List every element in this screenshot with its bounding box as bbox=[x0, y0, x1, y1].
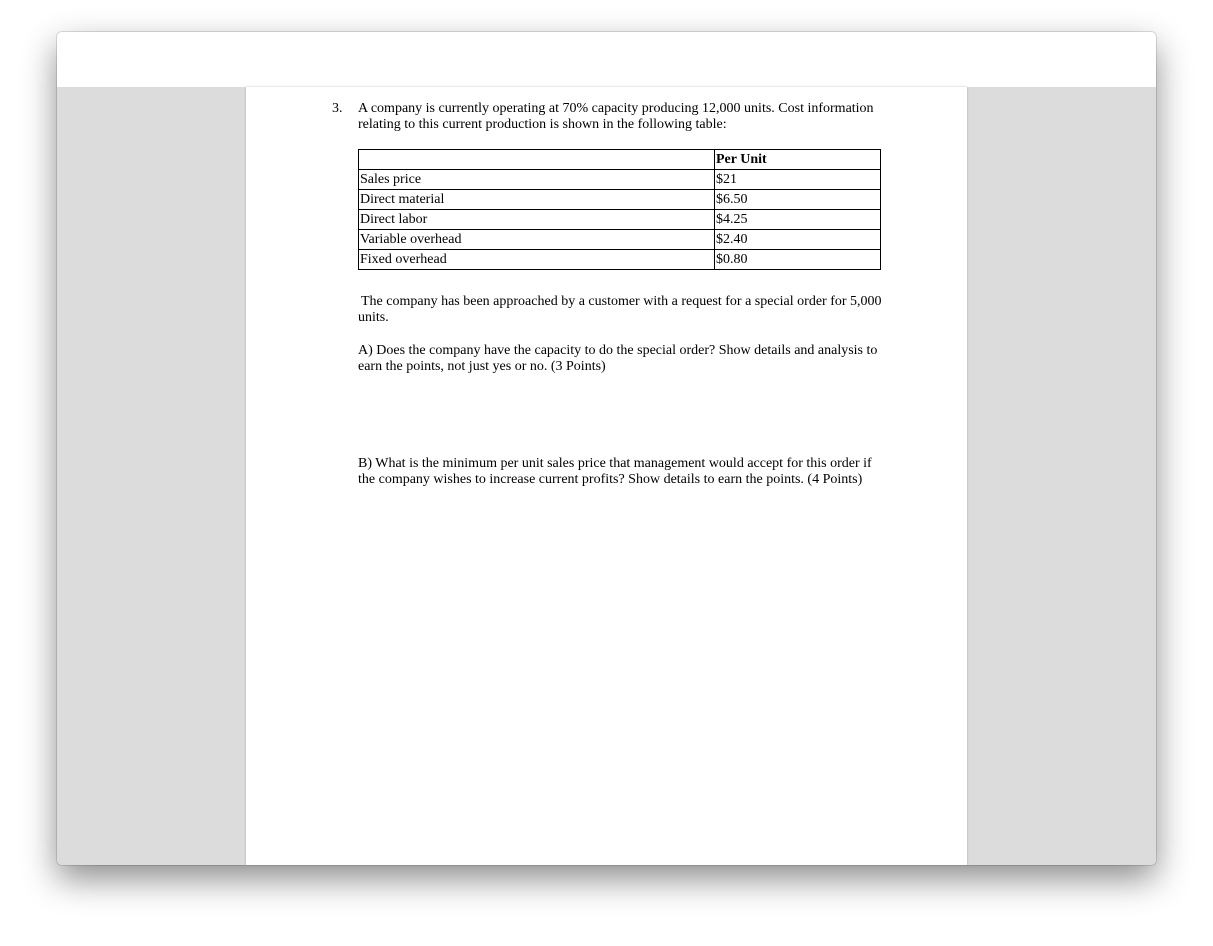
special-order-paragraph: The company has been approached by a customer with a request for a special order for 5,000 units. bbox=[358, 294, 882, 325]
document-viewer[interactable] bbox=[57, 87, 1156, 865]
part-b-question: B) What is the minimum per unit sales price that management would accept for this order if the company wishes to increase current profits? Show details to earn the points. (4 Points) bbox=[358, 456, 872, 487]
table-cell-label: Direct labor bbox=[359, 210, 715, 230]
document-window bbox=[57, 32, 1156, 865]
part-a-question: A) Does the company have the capacity to do the special order? Show details and analysis to earn the points, not just yes or no. (3 Points) bbox=[358, 343, 878, 374]
document-page bbox=[246, 87, 967, 865]
table-header-cell: Per Unit bbox=[715, 150, 881, 170]
window-toolbar bbox=[57, 32, 1156, 87]
table-cell-label: Fixed overhead bbox=[359, 250, 715, 270]
table-row bbox=[359, 250, 881, 270]
table-cell-value: $6.50 bbox=[715, 190, 881, 210]
table-row bbox=[359, 230, 881, 250]
table-header-row bbox=[359, 150, 881, 170]
table-row bbox=[359, 170, 881, 190]
table-header-cell bbox=[359, 150, 715, 170]
table-cell-value: $0.80 bbox=[715, 250, 881, 270]
table-cell-value: $2.40 bbox=[715, 230, 881, 250]
question-number: 3. bbox=[332, 101, 343, 116]
table-cell-label: Variable overhead bbox=[359, 230, 715, 250]
table-cell-value: $21 bbox=[715, 170, 881, 190]
table-cell-value: $4.25 bbox=[715, 210, 881, 230]
cost-table bbox=[358, 149, 881, 270]
table-cell-label: Sales price bbox=[359, 170, 715, 190]
table-cell-label: Direct material bbox=[359, 190, 715, 210]
question-intro: A company is currently operating at 70% capacity producing 12,000 units. Cost information relating to this current production is shown in the following table: bbox=[358, 101, 874, 132]
table-row bbox=[359, 190, 881, 210]
table-row bbox=[359, 210, 881, 230]
